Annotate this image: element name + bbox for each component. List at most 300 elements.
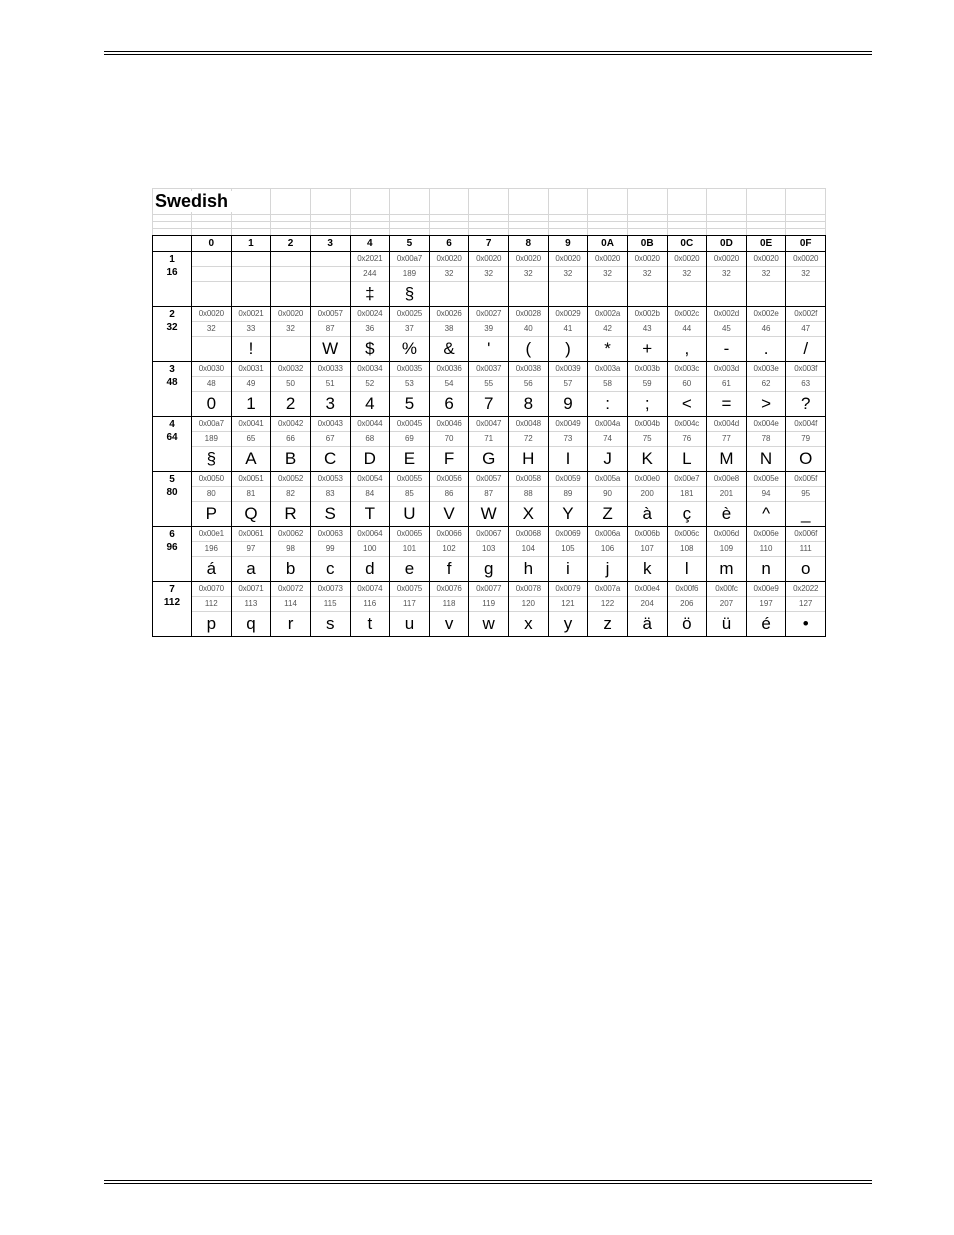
- character-cell: [627, 472, 667, 527]
- decimal-code: 42: [588, 321, 627, 336]
- character-cell: [429, 417, 469, 472]
- glyph: u: [390, 611, 429, 636]
- unicode-code: 0x0028: [515, 309, 541, 318]
- unicode-code: 0x00a7: [396, 254, 422, 263]
- character-cell: [707, 527, 747, 582]
- unicode-code: 0x0079: [555, 584, 581, 593]
- unicode-code: 0x0027: [476, 309, 502, 318]
- unicode-code: 0x003a: [595, 364, 621, 373]
- decimal-code: 115: [311, 596, 350, 611]
- decimal-code: 97: [232, 541, 271, 556]
- character-cell: [469, 472, 509, 527]
- glyph: %: [390, 336, 429, 361]
- glyph: E: [390, 446, 429, 471]
- unicode-code: 0x0051: [238, 474, 264, 483]
- decimal-code: [232, 266, 271, 281]
- glyph: [311, 281, 350, 306]
- unicode-code: 0x0054: [357, 474, 383, 483]
- unicode-code: 0x005f: [794, 474, 818, 483]
- decimal-code: 66: [271, 431, 310, 446]
- decimal-code: 112: [192, 596, 231, 611]
- decimal-code: 81: [232, 486, 271, 501]
- character-cell: [350, 582, 390, 637]
- unicode-code: 0x00e7: [674, 474, 700, 483]
- glyph: [232, 281, 271, 306]
- glyph: d: [351, 556, 390, 581]
- glyph: a: [232, 556, 271, 581]
- decimal-code: 32: [668, 266, 707, 281]
- decimal-code: 103: [469, 541, 508, 556]
- unicode-code: 0x002e: [753, 309, 779, 318]
- glyph: [271, 336, 310, 361]
- column-header: 2: [271, 236, 311, 252]
- character-cell: [746, 252, 786, 307]
- decimal-code: 113: [232, 596, 271, 611]
- decimal-code: 120: [509, 596, 548, 611]
- character-cell: [627, 582, 667, 637]
- unicode-code: 0x0076: [436, 584, 462, 593]
- unicode-code: 0x0020: [555, 254, 581, 263]
- character-cell: [271, 472, 311, 527]
- row-number: 3: [169, 364, 175, 375]
- decimal-code: 65: [232, 431, 271, 446]
- character-cell: [509, 527, 549, 582]
- character-cell: [310, 307, 350, 362]
- column-header: 0F: [786, 236, 826, 252]
- unicode-code: 0x0078: [515, 584, 541, 593]
- character-cell: [509, 582, 549, 637]
- glyph: =: [707, 391, 746, 416]
- glyph: q: [232, 611, 271, 636]
- character-cell: [707, 472, 747, 527]
- decimal-code: 108: [668, 541, 707, 556]
- glyph: D: [351, 446, 390, 471]
- glyph: [549, 281, 588, 306]
- unicode-code: 0x0020: [515, 254, 541, 263]
- decimal-code: 84: [351, 486, 390, 501]
- unicode-code: 0x003e: [753, 364, 779, 373]
- unicode-code: 0x00a7: [198, 419, 224, 428]
- character-table: [152, 235, 826, 637]
- glyph: v: [430, 611, 469, 636]
- decimal-code: 77: [707, 431, 746, 446]
- glyph: (: [509, 336, 548, 361]
- glyph: M: [707, 446, 746, 471]
- row-header: [153, 417, 192, 472]
- column-header: 0A: [588, 236, 628, 252]
- row-header: [153, 362, 192, 417]
- glyph: 0: [192, 391, 231, 416]
- glyph: h: [509, 556, 548, 581]
- decimal-code: 73: [549, 431, 588, 446]
- column-header: 0C: [667, 236, 707, 252]
- character-cell: [707, 362, 747, 417]
- glyph: Q: [232, 501, 271, 526]
- glyph: s: [311, 611, 350, 636]
- unicode-code: 0x0020: [793, 254, 819, 263]
- unicode-code: 0x003d: [713, 364, 739, 373]
- column-header: 0: [192, 236, 232, 252]
- character-cell: [310, 582, 350, 637]
- unicode-code: 0x0058: [515, 474, 541, 483]
- decimal-code: 57: [549, 376, 588, 391]
- decimal-code: 200: [628, 486, 667, 501]
- glyph: P: [192, 501, 231, 526]
- character-cell: [746, 417, 786, 472]
- character-cell: [271, 362, 311, 417]
- unicode-code: 0x0057: [476, 474, 502, 483]
- character-cell: [588, 417, 628, 472]
- character-cell: [548, 527, 588, 582]
- glyph: [271, 281, 310, 306]
- glyph: 1: [232, 391, 271, 416]
- decimal-code: 47: [786, 321, 825, 336]
- glyph: z: [588, 611, 627, 636]
- unicode-code: 0x0026: [436, 309, 462, 318]
- glyph: W: [311, 336, 350, 361]
- character-cell: [390, 417, 430, 472]
- glyph: à: [628, 501, 667, 526]
- unicode-code: 0x00e4: [634, 584, 660, 593]
- character-cell: [588, 582, 628, 637]
- glyph: [786, 281, 825, 306]
- decimal-code: 85: [390, 486, 429, 501]
- character-cell: [310, 252, 350, 307]
- glyph: _: [786, 501, 825, 526]
- row-number: 4: [169, 419, 175, 430]
- unicode-code: 0x0037: [476, 364, 502, 373]
- glyph: f: [430, 556, 469, 581]
- glyph: [192, 336, 231, 361]
- character-cell: [429, 472, 469, 527]
- decimal-code: 119: [469, 596, 508, 611]
- column-header: 0D: [707, 236, 747, 252]
- glyph: B: [271, 446, 310, 471]
- decimal-code: 114: [271, 596, 310, 611]
- glyph: /: [786, 336, 825, 361]
- unicode-code: 0x0064: [357, 529, 383, 538]
- unicode-code: 0x0047: [476, 419, 502, 428]
- row-header: [153, 472, 192, 527]
- unicode-code: 0x0067: [476, 529, 502, 538]
- character-cell: [786, 417, 826, 472]
- character-cell: [429, 307, 469, 362]
- character-cell: [310, 362, 350, 417]
- glyph: [747, 281, 786, 306]
- glyph: ä: [628, 611, 667, 636]
- character-cell: [786, 527, 826, 582]
- decimal-code: 122: [588, 596, 627, 611]
- decimal-code: 32: [588, 266, 627, 281]
- decimal-code: 68: [351, 431, 390, 446]
- glyph: è: [707, 501, 746, 526]
- decimal-code: 102: [430, 541, 469, 556]
- decimal-code: 196: [192, 541, 231, 556]
- header-rule: [104, 51, 872, 55]
- character-cell: [667, 582, 707, 637]
- glyph: ^: [747, 501, 786, 526]
- character-cell: [469, 252, 509, 307]
- glyph: 6: [430, 391, 469, 416]
- decimal-code: 121: [549, 596, 588, 611]
- glyph: n: [747, 556, 786, 581]
- character-cell: [469, 307, 509, 362]
- unicode-code: 0x0074: [357, 584, 383, 593]
- unicode-code: 0x0033: [317, 364, 343, 373]
- character-cell: [588, 252, 628, 307]
- decimal-code: 52: [351, 376, 390, 391]
- decimal-code: 100: [351, 541, 390, 556]
- decimal-code: [311, 266, 350, 281]
- unicode-code: 0x006c: [674, 529, 700, 538]
- unicode-code: [311, 252, 350, 266]
- glyph: t: [351, 611, 390, 636]
- character-cell: [588, 307, 628, 362]
- glyph: 8: [509, 391, 548, 416]
- row-number: 5: [169, 474, 175, 485]
- column-header: 5: [390, 236, 430, 252]
- decimal-code: 244: [351, 266, 390, 281]
- unicode-code: 0x0072: [278, 584, 304, 593]
- character-cell: [746, 582, 786, 637]
- decimal-code: 54: [430, 376, 469, 391]
- decimal-code: 76: [668, 431, 707, 446]
- character-cell: [429, 252, 469, 307]
- character-cell: [588, 472, 628, 527]
- glyph: [707, 281, 746, 306]
- unicode-code: 0x0030: [198, 364, 224, 373]
- unicode-code: 0x002d: [713, 309, 739, 318]
- decimal-code: 46: [747, 321, 786, 336]
- decimal-code: 53: [390, 376, 429, 391]
- glyph: ): [549, 336, 588, 361]
- glyph: V: [430, 501, 469, 526]
- character-cell: [509, 472, 549, 527]
- glyph: ': [469, 336, 508, 361]
- glyph: 9: [549, 391, 588, 416]
- glyph: :: [588, 391, 627, 416]
- character-cell: [707, 307, 747, 362]
- glyph: [192, 281, 231, 306]
- unicode-code: 0x0020: [436, 254, 462, 263]
- character-cell: [390, 472, 430, 527]
- character-cell: [509, 252, 549, 307]
- decimal-code: 207: [707, 596, 746, 611]
- glyph: ü: [707, 611, 746, 636]
- glyph: j: [588, 556, 627, 581]
- unicode-code: 0x006d: [713, 529, 739, 538]
- decimal-code: 206: [668, 596, 707, 611]
- character-cell: [707, 252, 747, 307]
- unicode-code: 0x002a: [595, 309, 621, 318]
- decimal-code: 127: [786, 596, 825, 611]
- decimal-code: 83: [311, 486, 350, 501]
- decimal-code: 58: [588, 376, 627, 391]
- unicode-code: 0x0056: [436, 474, 462, 483]
- row-number: 2: [169, 309, 175, 320]
- character-cell: [271, 307, 311, 362]
- character-cell: [231, 582, 271, 637]
- unicode-code: 0x0020: [713, 254, 739, 263]
- character-cell: [588, 362, 628, 417]
- glyph: i: [549, 556, 588, 581]
- decimal-code: [271, 266, 310, 281]
- decimal-code: 32: [786, 266, 825, 281]
- character-cell: [390, 527, 430, 582]
- unicode-code: 0x0041: [238, 419, 264, 428]
- column-header: 0B: [627, 236, 667, 252]
- glyph: p: [192, 611, 231, 636]
- unicode-code: 0x0021: [238, 309, 264, 318]
- decimal-code: 32: [707, 266, 746, 281]
- row-header: [153, 582, 192, 637]
- character-cell: [192, 472, 232, 527]
- unicode-code: 0x0032: [278, 364, 304, 373]
- decimal-code: 204: [628, 596, 667, 611]
- unicode-code: 0x0048: [515, 419, 541, 428]
- row-decimal: 32: [166, 322, 178, 333]
- glyph: *: [588, 336, 627, 361]
- decimal-code: 71: [469, 431, 508, 446]
- decimal-code: 63: [786, 376, 825, 391]
- character-cell: [310, 472, 350, 527]
- decimal-code: 88: [509, 486, 548, 501]
- glyph: H: [509, 446, 548, 471]
- decimal-code: 106: [588, 541, 627, 556]
- decimal-code: 109: [707, 541, 746, 556]
- unicode-code: 0x005a: [595, 474, 621, 483]
- unicode-code: 0x0069: [555, 529, 581, 538]
- unicode-code: 0x00e9: [753, 584, 779, 593]
- unicode-code: 0x0053: [317, 474, 343, 483]
- glyph: >: [747, 391, 786, 416]
- unicode-code: 0x004d: [713, 419, 739, 428]
- unicode-code: 0x0036: [436, 364, 462, 373]
- decimal-code: 87: [469, 486, 508, 501]
- unicode-code: 0x0061: [238, 529, 264, 538]
- decimal-code: 82: [271, 486, 310, 501]
- decimal-code: 110: [747, 541, 786, 556]
- glyph: C: [311, 446, 350, 471]
- sheet-title: Swedish: [155, 191, 232, 212]
- unicode-code: 0x00fc: [715, 584, 738, 593]
- table-row: [153, 527, 826, 582]
- glyph: F: [430, 446, 469, 471]
- character-cell: [746, 362, 786, 417]
- character-cell: [786, 362, 826, 417]
- row-decimal: 112: [163, 597, 181, 608]
- unicode-code: [192, 252, 231, 266]
- glyph: r: [271, 611, 310, 636]
- decimal-code: 89: [549, 486, 588, 501]
- unicode-code: 0x0020: [674, 254, 700, 263]
- glyph: ö: [668, 611, 707, 636]
- glyph: K: [628, 446, 667, 471]
- glyph: S: [311, 501, 350, 526]
- glyph: +: [628, 336, 667, 361]
- column-header: 9: [548, 236, 588, 252]
- unicode-code: 0x0073: [317, 584, 343, 593]
- glyph: 2: [271, 391, 310, 416]
- character-cell: [350, 527, 390, 582]
- decimal-code: 39: [469, 321, 508, 336]
- unicode-code: 0x0052: [278, 474, 304, 483]
- character-cell: [192, 582, 232, 637]
- character-cell: [231, 362, 271, 417]
- table-row: [153, 252, 826, 307]
- column-header: 8: [509, 236, 549, 252]
- unicode-code: 0x00e0: [634, 474, 660, 483]
- glyph: [469, 281, 508, 306]
- unicode-code: 0x0025: [396, 309, 422, 318]
- character-cell: [350, 417, 390, 472]
- glyph: U: [390, 501, 429, 526]
- glyph: á: [192, 556, 231, 581]
- character-cell: [429, 582, 469, 637]
- character-cell: [667, 417, 707, 472]
- character-cell: [390, 307, 430, 362]
- glyph: I: [549, 446, 588, 471]
- character-cell: [350, 362, 390, 417]
- character-cell: [627, 252, 667, 307]
- glyph: W: [469, 501, 508, 526]
- decimal-code: 32: [271, 321, 310, 336]
- decimal-code: 32: [192, 321, 231, 336]
- unicode-code: 0x00e1: [198, 529, 224, 538]
- gridline: [152, 214, 825, 215]
- glyph: &: [430, 336, 469, 361]
- unicode-code: 0x0045: [396, 419, 422, 428]
- character-cell: [627, 362, 667, 417]
- decimal-code: 101: [390, 541, 429, 556]
- unicode-code: [271, 252, 310, 266]
- decimal-code: 37: [390, 321, 429, 336]
- row-header: [153, 252, 192, 307]
- character-cell: [192, 307, 232, 362]
- decimal-code: 67: [311, 431, 350, 446]
- glyph: N: [747, 446, 786, 471]
- title-grid: [152, 188, 825, 235]
- character-cell: [192, 417, 232, 472]
- unicode-code: 0x0020: [753, 254, 779, 263]
- decimal-code: 111: [786, 541, 825, 556]
- glyph: 4: [351, 391, 390, 416]
- table-row: [153, 307, 826, 362]
- decimal-code: 70: [430, 431, 469, 446]
- decimal-code: 32: [747, 266, 786, 281]
- decimal-code: 107: [628, 541, 667, 556]
- decimal-code: 69: [390, 431, 429, 446]
- unicode-code: 0x006b: [634, 529, 660, 538]
- decimal-code: 94: [747, 486, 786, 501]
- unicode-code: 0x0035: [396, 364, 422, 373]
- character-cell: [271, 252, 311, 307]
- character-cell: [192, 362, 232, 417]
- decimal-code: 78: [747, 431, 786, 446]
- glyph: b: [271, 556, 310, 581]
- character-cell: [310, 417, 350, 472]
- glyph: c: [311, 556, 350, 581]
- decimal-code: 40: [509, 321, 548, 336]
- decimal-code: 59: [628, 376, 667, 391]
- unicode-code: 0x003c: [674, 364, 700, 373]
- row-decimal: 64: [166, 432, 178, 443]
- decimal-code: 43: [628, 321, 667, 336]
- row-header: [153, 527, 192, 582]
- character-cell: [469, 362, 509, 417]
- glyph: Z: [588, 501, 627, 526]
- column-header: 3: [310, 236, 350, 252]
